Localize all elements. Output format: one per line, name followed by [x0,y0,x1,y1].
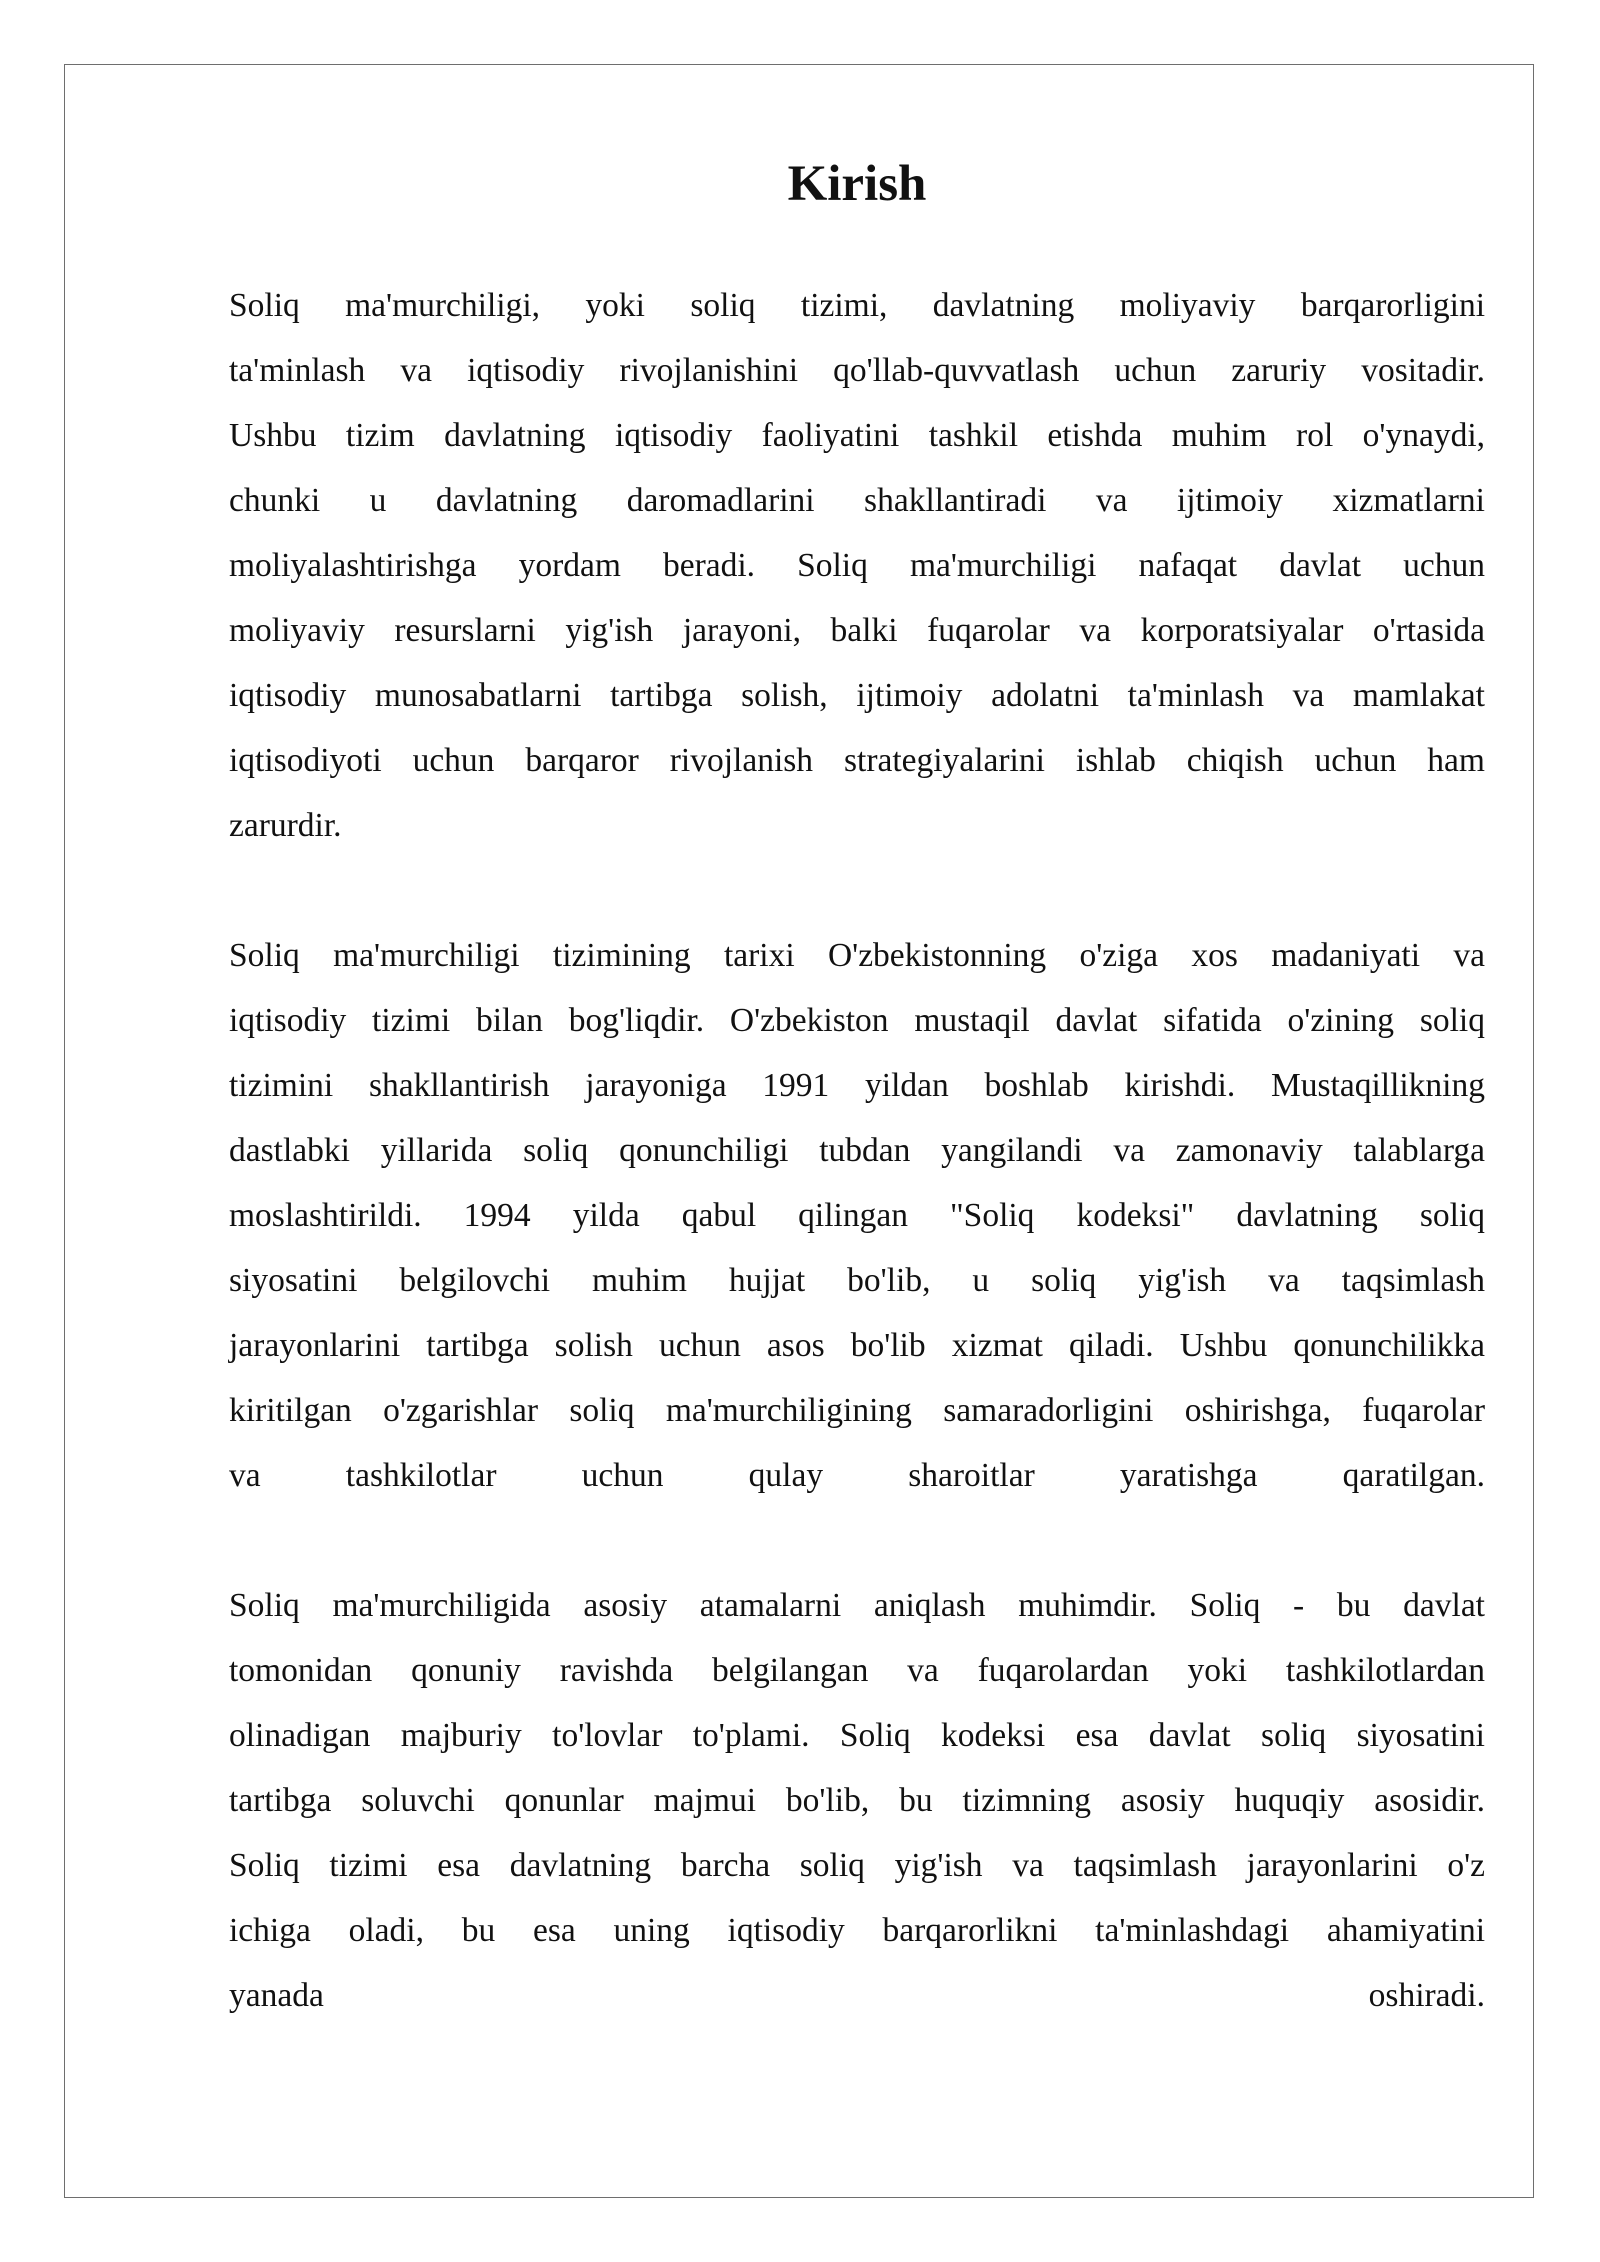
text-line: tizimini shakllantirish jarayoniga 1991 yildan boshlab kirishdi. Mustaqillikning [229,1067,1485,1104]
text-line: moliyalashtirishga yordam beradi. Soliq ma'murchiligi nafaqat davlat uchun [229,547,1485,584]
paragraph-spacer [229,858,1485,923]
text-line: Soliq ma'murchiligi tizimining tarixi O'zbekistonning o'ziga xos madaniyati va [229,937,1485,974]
text-line: zarurdir. [229,807,342,844]
text-line: moslashtirildi. 1994 yilda qabul qilingan "Soliq kodeksi" davlatning soliq [229,1197,1485,1234]
text-line: moliyaviy resurslarni yig'ish jarayoni, balki fuqarolar va korporatsiyalar o'rtasida [229,612,1485,649]
document-body [229,148,1485,2028]
text-line: va tashkilotlar uchun qulay sharoitlar yaratishga qaratilgan. [229,1457,1485,1494]
text-line: ta'minlash va iqtisodiy rivojlanishini qo'llab-quvvatlash uchun zaruriy vositadir. [229,352,1485,389]
text-line: dastlabki yillarida soliq qonunchiligi tubdan yangilandi va zamonaviy talablarga [229,1132,1485,1169]
text-line: iqtisodiyoti uchun barqaror rivojlanish strategiyalarini ishlab chiqish uchun ham [229,742,1485,779]
document-title: Kirish [787,156,927,212]
text-line: ichiga oladi, bu esa uning iqtisodiy barqarorlikni ta'minlashdagi ahamiyatini [229,1912,1485,1949]
text-line: siyosatini belgilovchi muhim hujjat bo'lib, u soliq yig'ish va taqsimlash [229,1262,1485,1299]
text-line: tomonidan qonuniy ravishda belgilangan va fuqarolardan yoki tashkilotlardan [229,1652,1485,1689]
paragraph-3 [229,1573,1485,2028]
text-line: iqtisodiy munosabatlarni tartibga solish, ijtimoiy adolatni ta'minlash va mamlakat [229,677,1485,714]
paragraph-2 [229,923,1485,1508]
paragraph-spacer [229,1508,1485,1573]
text-line: Soliq tizimi esa davlatning barcha soliq yig'ish va taqsimlash jarayonlarini o'z [229,1847,1485,1884]
text-line: tartibga soluvchi qonunlar majmui bo'lib, bu tizimning asosiy huquqiy asosidir. [229,1782,1485,1819]
text-line: olinadigan majburiy to'lovlar to'plami. Soliq kodeksi esa davlat soliq siyosatini [229,1717,1485,1754]
text-line: Ushbu tizim davlatning iqtisodiy faoliyatini tashkil etishda muhim rol o'ynaydi, [229,417,1485,454]
text-line: Soliq ma'murchiligi, yoki soliq tizimi, davlatning moliyaviy barqarorligini [229,287,1485,324]
text-line: chunki u davlatning daromadlarini shakllantiradi va ijtimoiy xizmatlarni [229,482,1485,519]
text-line: jarayonlarini tartibga solish uchun asos bo'lib xizmat qiladi. Ushbu qonunchilikka [229,1327,1485,1364]
paragraph-1 [229,273,1485,858]
text-line: iqtisodiy tizimi bilan bog'liqdir. O'zbekiston mustaqil davlat sifatida o'zining soliq [229,1002,1485,1039]
text-line: Soliq ma'murchiligida asosiy atamalarni aniqlash muhimdir. Soliq - bu davlat [229,1587,1485,1624]
text-line: kiritilgan o'zgarishlar soliq ma'murchiligining samaradorligini oshirishga, fuqarolar [229,1392,1485,1429]
text-line: yanada oshiradi. [229,1977,1485,2014]
